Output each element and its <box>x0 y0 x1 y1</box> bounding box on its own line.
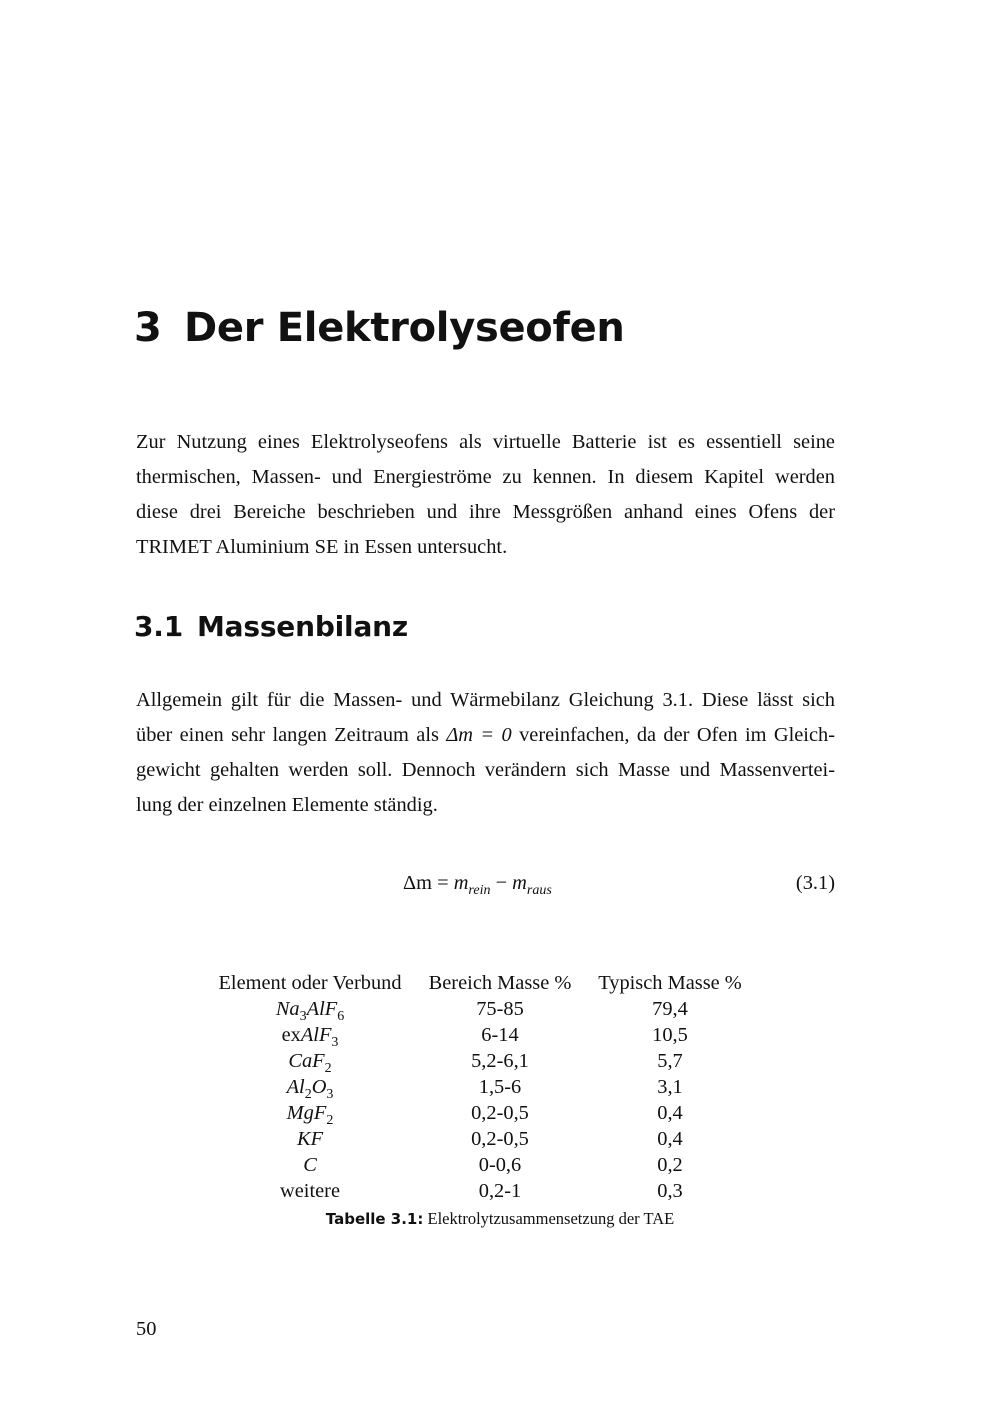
eq-minus: − <box>490 872 513 894</box>
caption-text: Elektrolytzusammensetzung der TAE <box>423 1209 675 1228</box>
chapter-title <box>134 305 625 351</box>
caption-label: Tabelle 3.1: <box>325 1210 424 1228</box>
formula-sub: 3 <box>331 1035 339 1050</box>
formula-part: Al <box>286 1076 305 1098</box>
table-row <box>205 1152 755 1178</box>
electrolyte-table <box>205 970 755 1204</box>
range-cell: 0,2-0,5 <box>471 1128 529 1150</box>
eq-sub-rein: rein <box>468 883 491 898</box>
element-cell <box>205 1126 415 1152</box>
intro-line-2: thermischen, Massen- und Energieströme zu kennen. In diesem Kapitel werden <box>136 466 835 488</box>
range-cell: 0,2-0,5 <box>471 1102 529 1124</box>
eq-equals: = <box>431 872 454 894</box>
chapter-title-text: Der Elektrolyseofen <box>184 305 625 351</box>
table-row <box>205 1126 755 1152</box>
chapter-number: 3 <box>134 305 162 351</box>
element-cell <box>205 1022 415 1048</box>
section-title-text: Massenbilanz <box>197 610 408 643</box>
element-cell <box>205 1048 415 1074</box>
element-cell <box>205 1074 415 1100</box>
equation-body <box>403 872 552 898</box>
formula-sub: 3 <box>299 1009 307 1024</box>
intro-line-1: Zur Nutzung eines Elektrolyseofens als virtuelle Batterie ist es essentiell seine <box>136 431 835 453</box>
element-cell: weitere <box>280 1180 340 1202</box>
body-paragraph <box>136 683 835 823</box>
typical-cell: 0,4 <box>657 1102 683 1124</box>
page-number: 50 <box>136 1318 157 1340</box>
formula-part: AlF <box>306 998 338 1020</box>
body-line-2-end: vereinfachen, da der Ofen im Gleich- <box>511 724 835 746</box>
formula-sub: 2 <box>326 1113 334 1128</box>
eq-sub-raus: raus <box>526 883 552 898</box>
typical-cell: 0,2 <box>657 1154 683 1176</box>
body-line-2 <box>136 718 835 753</box>
body-line-2-start: über einen sehr langen Zeitraum als <box>136 724 447 746</box>
formula-part: MgF <box>286 1102 327 1124</box>
body-line-3: gewicht gehalten werden soll. Dennoch verändern sich Masse und Massenvertei- <box>136 759 835 781</box>
formula-sub: 2 <box>324 1061 332 1076</box>
formula-part: C <box>303 1154 317 1176</box>
formula-sub: 6 <box>337 1009 345 1024</box>
range-cell: 0-0,6 <box>478 1154 522 1176</box>
typical-cell: 3,1 <box>657 1076 683 1098</box>
table-row <box>205 1074 755 1100</box>
range-cell: 6-14 <box>481 1024 519 1046</box>
range-cell: 0,2-1 <box>478 1180 522 1202</box>
table-caption <box>0 1209 1000 1229</box>
body-line-1: Allgemein gilt für die Massen- und Wärmebilanz Gleichung 3.1. Diese lässt sich <box>136 689 835 711</box>
formula-part: CaF <box>288 1050 325 1072</box>
element-cell <box>205 1152 415 1178</box>
table-row <box>205 1100 755 1126</box>
eq-m-rein: m <box>453 872 469 894</box>
intro-line-3: diese drei Bereiche beschrieben und ihre Messgrößen anhand eines Ofens der <box>136 501 835 523</box>
table-row <box>205 1178 755 1204</box>
formula-part: AlF <box>300 1024 332 1046</box>
intro-line-4: TRIMET Aluminium SE in Essen untersucht. <box>136 536 508 558</box>
typical-cell: 0,3 <box>657 1180 683 1202</box>
intro-paragraph <box>136 425 835 565</box>
formula-part: KF <box>296 1128 324 1150</box>
element-cell <box>205 996 415 1022</box>
table-row <box>205 996 755 1022</box>
equation-3-1 <box>136 868 835 904</box>
formula-prefix: ex <box>281 1024 301 1046</box>
header-element: Element oder Verbund <box>218 972 402 994</box>
table-row <box>205 1048 755 1074</box>
table-row <box>205 1022 755 1048</box>
section-number: 3.1 <box>134 610 184 643</box>
typical-cell: 0,4 <box>657 1128 683 1150</box>
typical-cell: 5,7 <box>657 1050 683 1072</box>
table-header-row <box>205 970 755 996</box>
formula-sub: 2 <box>304 1087 312 1102</box>
element-cell <box>205 1100 415 1126</box>
body-line-4: lung der einzelnen Elemente ständig. <box>136 794 438 816</box>
header-typical: Typisch Masse % <box>598 972 742 994</box>
header-range: Bereich Masse % <box>428 972 572 994</box>
inline-math: Δm = 0 <box>446 724 512 746</box>
typical-cell: 10,5 <box>652 1024 688 1046</box>
eq-lhs: Δm <box>403 872 432 894</box>
formula-sub: 3 <box>326 1087 334 1102</box>
range-cell: 1,5-6 <box>478 1076 522 1098</box>
range-cell: 75-85 <box>476 998 524 1020</box>
eq-m-raus: m <box>512 872 527 894</box>
formula-part: Na <box>275 998 300 1020</box>
equation-number: (3.1) <box>795 872 835 894</box>
formula-part: O <box>311 1076 327 1098</box>
section-title <box>134 610 408 643</box>
typical-cell: 79,4 <box>652 998 688 1020</box>
range-cell: 5,2-6,1 <box>471 1050 529 1072</box>
